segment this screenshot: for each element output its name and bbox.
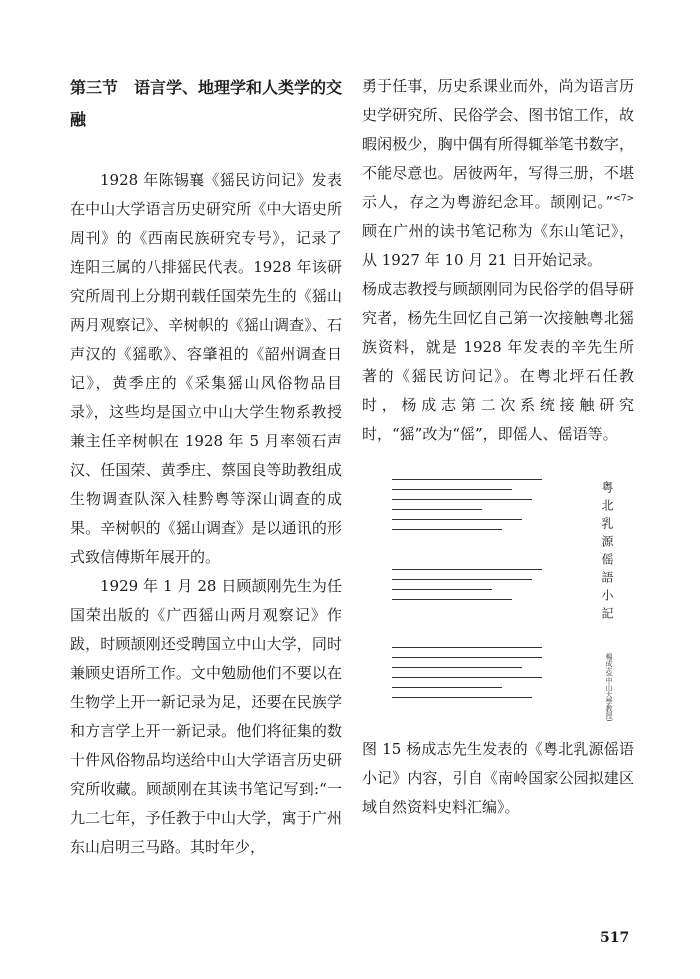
page-number: 517 <box>600 930 630 946</box>
vocabulary-table-middle <box>392 563 542 613</box>
figure-scan <box>362 463 634 723</box>
reference-marker: <7> <box>613 194 634 204</box>
quote-tail: 顾在广州的读书笔记称为《东山笔记》，从 1927 年 10 月 21 日开始记录。 <box>362 222 634 269</box>
body-paragraph: 1929 年 1 月 28 日顾颉刚先生为任国荣出版的《广西猺山两月观察记》作跋，时顾颉刚还受聘国立中山大学，同时兼顾史语所工作。文中勉励他们不要以在生物学上开一新记录为足，还要在民族学和方言学上开一新记录。他们将征集的数十件风俗物品均送给中山大学语言历史研究所收藏。顾颉刚在其读书笔记写到:“一九二七年，予任教于中山大学，寓于广州东山启明三马路。其时年少， <box>70 577 342 856</box>
vocabulary-table-bottom <box>392 641 542 711</box>
left-column <box>70 72 342 862</box>
body-paragraph <box>362 72 634 275</box>
quote-text: 勇于任事，历史系课业而外，尚为语言历史学研究所、民俗学会、图书馆工作，故暇闲极少，胸中偶有所得辄举笔书数字，不能尽意也。居彼两年，写得三册，不堪示人，存之为粤游纪念耳。颉刚记。” <box>362 77 634 211</box>
figure-caption: 图 15 杨成志先生发表的《粤北乳源傜语小记》内容，引自《南岭国家公园拟建区域自然资料史料汇编》。 <box>362 740 634 816</box>
vocabulary-table-top <box>392 473 542 543</box>
section-heading: 第三节 语言学、地理学和人类学的交融 <box>70 78 343 129</box>
body-paragraph: 杨成志教授与顾颉刚同为民俗学的倡导研究者，杨先生回忆自己第一次接触粤北猺族资料，就是 1928 年发表的辛先生所著的《猺民访问记》。在粤北坪石任教时，杨成志第二次系统接触研究时，“猺”改为“傜”，即傜人、傜语等。 <box>362 280 634 443</box>
body-paragraph: 1928 年陈锡襄《猺民访问记》发表在中山大学语言历史研究所《中大语史所周刊》的《西南民族研究专号》，记录了连阳三属的八排猺民代表。1928 年该研究所周刊上分期刊载任国荣先生的《猺山两月观察记》、辛树帜的《猺山调查》、石声汉的《猺歌》、容肇祖的《韶州调查日记》，黄季庄的《采集猺山风俗物品目录》，这些均是国立中山大学生物系教授兼主任辛树帜在 1928 年 5 月率领石声汉、任国荣、黄季庄、蔡国良等助教组成生物调查队深入桂黔粤等深山调查的成果。辛树帜的《猺山调查》是以通讯的形式致信傅斯年展开的。 <box>70 171 342 566</box>
figure-title: 粤北乳源傜語小記 <box>600 481 614 625</box>
figure-author: 楊成志(中山大學教授) <box>605 653 613 722</box>
right-column <box>362 72 634 822</box>
